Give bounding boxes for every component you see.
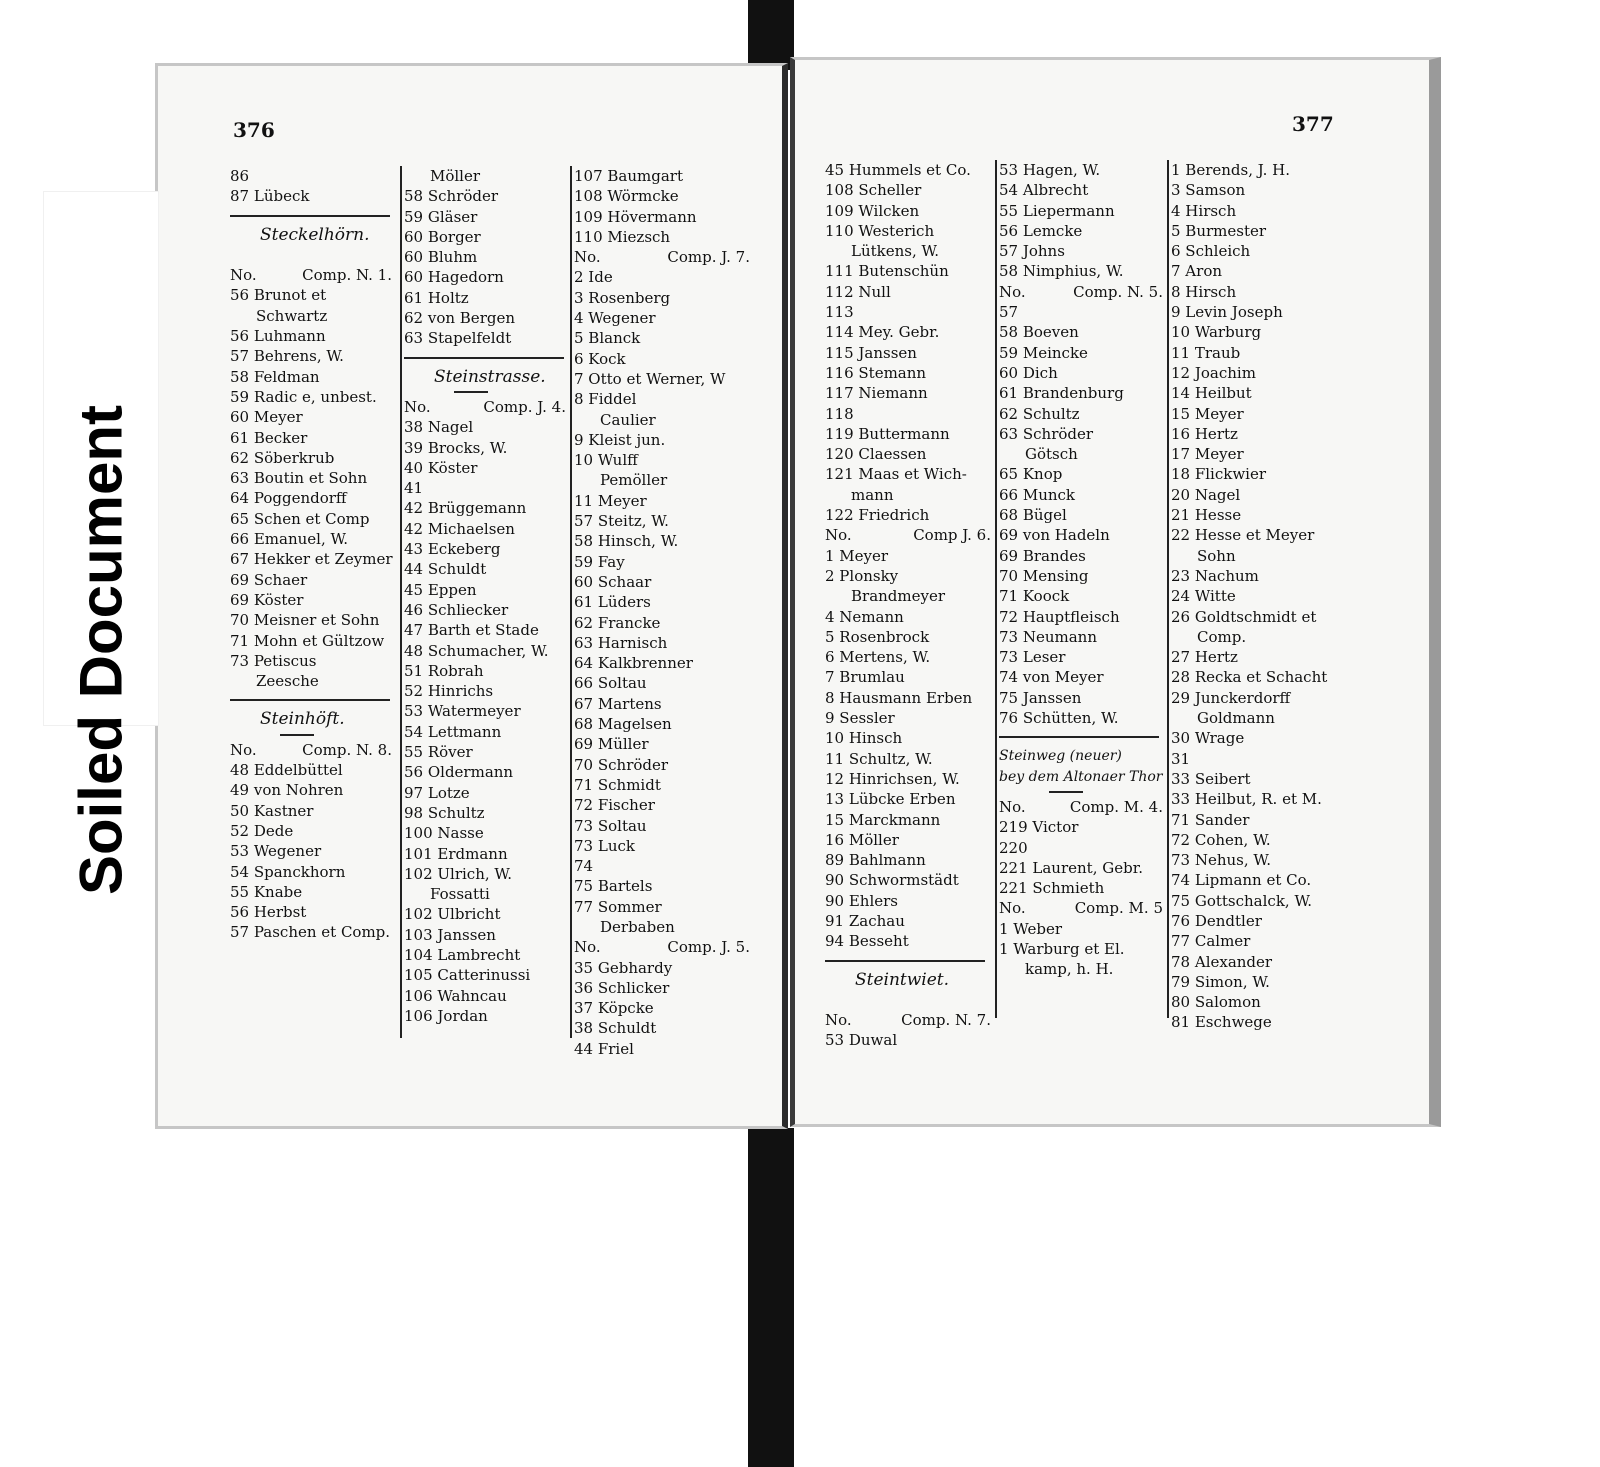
- directory-entry: 111 Butenschün: [825, 262, 949, 281]
- directory-entry: 1 Warburg et El.: [999, 939, 1125, 958]
- directory-entry: 10 Hinsch: [825, 729, 903, 748]
- directory-entry: 56 Oldermann: [404, 763, 514, 782]
- directory-entry: 54 Lettmann: [404, 722, 502, 741]
- directory-entry: 28 Recka et Schacht: [1171, 668, 1328, 687]
- directory-entry: 8 Hausmann Erben: [825, 688, 973, 707]
- directory-entry: 26 Goldtschmidt et: [1171, 607, 1317, 626]
- directory-entry: 71 Mohn et Gültzow: [230, 631, 385, 650]
- directory-entry: 69 von Hadeln: [999, 526, 1110, 545]
- left-column-1: [230, 166, 396, 943]
- directory-entry: 81 Eschwege: [1171, 1013, 1272, 1032]
- directory-entry: 97 Lotze: [404, 783, 470, 802]
- directory-entry: 45 Hummels et Co.: [825, 161, 971, 179]
- directory-entry: 1 Berends, J. H.: [1171, 161, 1290, 179]
- street-heading: bey dem Altonaer Thor: [999, 768, 1163, 785]
- directory-entry: 57 Johns: [999, 242, 1065, 261]
- section-rule: [230, 699, 390, 701]
- directory-entry: 86: [230, 167, 250, 185]
- directory-entry: 62 Schultz: [999, 404, 1080, 423]
- directory-entry: 101 Erdmann: [404, 844, 508, 863]
- directory-entry: 55 Liepermann: [999, 201, 1115, 220]
- left-column-2: [404, 166, 570, 1026]
- directory-entry: 59 Meincke: [999, 343, 1088, 362]
- directory-entry: 90 Schwormstädt: [825, 871, 959, 890]
- directory-entry: 60 Schaar: [574, 572, 652, 591]
- directory-entry: 117 Niemann: [825, 384, 928, 403]
- directory-entry: 76 Schütten, W.: [999, 709, 1119, 728]
- directory-entry: 115 Janssen: [825, 343, 917, 362]
- directory-entry: 94 Besseht: [825, 932, 909, 951]
- section-rule: [230, 215, 390, 217]
- directory-entry: 112 Null: [825, 282, 891, 301]
- directory-entry: 11 Meyer: [574, 491, 647, 510]
- company-heading: Comp. M. 5: [1074, 899, 1163, 918]
- company-line: [230, 265, 396, 285]
- directory-entry: Götsch: [1025, 445, 1078, 464]
- directory-entry: 63 Harnisch: [574, 633, 668, 652]
- directory-entry: 4 Nemann: [825, 607, 904, 626]
- company-line: [404, 397, 570, 417]
- directory-entry: Fossatti: [430, 885, 490, 904]
- directory-entry: 22 Hesse et Meyer: [1171, 526, 1315, 545]
- directory-entry: 17 Meyer: [1171, 445, 1244, 464]
- section-dash: [999, 787, 1167, 797]
- directory-entry: 63 Schröder: [999, 424, 1094, 443]
- directory-entry: 67 Hekker et Zeymer: [230, 550, 393, 569]
- directory-entry: 38 Nagel: [404, 418, 474, 437]
- directory-entry: 64 Kalkbrenner: [574, 654, 693, 673]
- directory-entry: 98 Schultz: [404, 803, 485, 822]
- directory-entry: 69 Müller: [574, 735, 649, 754]
- directory-entry: 106 Wahncau: [404, 986, 507, 1005]
- directory-entry: 9 Levin Joseph: [1171, 303, 1283, 322]
- directory-entry: 102 Ulrich, W.: [404, 864, 512, 883]
- directory-entry: 75 Bartels: [574, 877, 653, 896]
- directory-entry: 21 Hesse: [1171, 506, 1242, 525]
- directory-entry: 67 Martens: [574, 694, 662, 713]
- directory-entry: 70 Mensing: [999, 566, 1089, 585]
- directory-entry: 60 Bluhm: [404, 248, 478, 267]
- directory-entry: 44 Friel: [574, 1039, 634, 1058]
- directory-entry: 77 Calmer: [1171, 932, 1251, 951]
- directory-entry: 62 Francke: [574, 613, 661, 632]
- directory-entry: 57 Steitz, W.: [574, 512, 669, 531]
- directory-entry: 53 Wegener: [230, 842, 322, 861]
- directory-entry: 220: [999, 838, 1028, 857]
- directory-entry: mann: [851, 485, 894, 504]
- directory-entry: 63 Boutin et Sohn: [230, 469, 368, 488]
- directory-entry: 87 Lübeck: [230, 187, 310, 206]
- right-column-2: [999, 160, 1167, 980]
- directory-entry: 33 Heilbut, R. et M.: [1171, 790, 1322, 809]
- left-page: [155, 63, 788, 1129]
- section-rule: [404, 357, 564, 359]
- directory-entry: 120 Claessen: [825, 445, 927, 464]
- ribbon-bottom: [748, 1128, 794, 1467]
- directory-entry: 74 von Meyer: [999, 668, 1104, 687]
- directory-entry: 55 Röver: [404, 743, 473, 762]
- blank-line: [230, 245, 396, 265]
- company-line: [825, 1010, 995, 1030]
- directory-entry: Derbaben: [600, 917, 675, 936]
- directory-entry: 12 Hinrichsen, W.: [825, 769, 960, 788]
- directory-entry: 44 Schuldt: [404, 560, 487, 579]
- directory-entry: 79 Simon, W.: [1171, 972, 1270, 991]
- directory-entry: 64 Poggendorff: [230, 489, 347, 508]
- directory-entry: kamp, h. H.: [1025, 960, 1114, 979]
- directory-entry: 51 Robrah: [404, 661, 484, 680]
- directory-entry: 55 Knabe: [230, 882, 303, 901]
- directory-entry: Möller: [430, 167, 481, 185]
- directory-entry: 56 Lemcke: [999, 221, 1083, 240]
- directory-entry: 73 Soltau: [574, 816, 647, 835]
- directory-entry: 14 Heilbut: [1171, 384, 1252, 403]
- directory-entry: 39 Brocks, W.: [404, 438, 508, 457]
- directory-entry: 114 Mey. Gebr.: [825, 323, 940, 342]
- directory-entry: 91 Zachau: [825, 911, 905, 930]
- directory-entry: 56 Herbst: [230, 903, 307, 922]
- directory-entry: 66 Munck: [999, 485, 1076, 504]
- directory-entry: 121 Maas et Wich-: [825, 465, 967, 484]
- directory-entry: 20 Nagel: [1171, 485, 1241, 504]
- company-line: [230, 740, 396, 760]
- directory-entry: 58 Hinsch, W.: [574, 532, 679, 551]
- directory-entry: 74: [574, 857, 594, 876]
- directory-entry: 37 Köpcke: [574, 999, 654, 1018]
- directory-entry: 62 von Bergen: [404, 309, 515, 328]
- directory-entry: 42 Michaelsen: [404, 519, 515, 538]
- directory-entry: 13 Lübcke Erben: [825, 790, 956, 809]
- directory-entry: 10 Warburg: [1171, 323, 1262, 342]
- directory-entry: 56 Brunot et: [230, 286, 327, 305]
- column-divider: [995, 160, 997, 1018]
- directory-entry: 71 Sander: [1171, 810, 1250, 829]
- directory-entry: 100 Nasse: [404, 824, 484, 843]
- directory-entry: 75 Janssen: [999, 688, 1082, 707]
- directory-entry: 72 Fischer: [574, 796, 655, 815]
- directory-entry: 76 Dendtler: [1171, 911, 1262, 930]
- directory-entry: 113: [825, 303, 854, 322]
- directory-entry: 30 Wrage: [1171, 729, 1245, 748]
- directory-entry: Caulier: [600, 410, 656, 429]
- directory-entry: 60 Meyer: [230, 408, 303, 427]
- directory-entry: 40 Köster: [404, 458, 478, 477]
- directory-entry: 60 Hagedorn: [404, 268, 504, 287]
- company-heading: Comp. M. 4.: [1069, 797, 1163, 816]
- company-heading: Comp. N. 1.: [302, 266, 392, 285]
- number-heading: No.: [574, 248, 601, 267]
- directory-entry: 8 Fiddel: [574, 390, 637, 409]
- directory-entry: 12 Joachim: [1171, 363, 1256, 382]
- directory-entry: Goldmann: [1197, 709, 1275, 728]
- directory-entry: 119 Buttermann: [825, 424, 950, 443]
- company-heading: Comp J. 6.: [913, 526, 991, 545]
- company-heading: Comp. J. 7.: [667, 248, 750, 267]
- directory-entry: 116 Stemann: [825, 363, 927, 382]
- directory-entry: 73 Neumann: [999, 627, 1098, 646]
- directory-entry: 58 Nimphius, W.: [999, 262, 1124, 281]
- directory-entry: 42 Brüggemann: [404, 499, 527, 518]
- directory-entry: 65 Schen et Comp: [230, 509, 370, 528]
- directory-entry: 53 Duwal: [825, 1031, 898, 1050]
- directory-entry: 62 Söberkrub: [230, 448, 335, 467]
- directory-entry: 33 Seibert: [1171, 769, 1251, 788]
- directory-entry: 221 Schmieth: [999, 879, 1105, 898]
- directory-entry: 73 Leser: [999, 648, 1066, 667]
- directory-entry: 48 Schumacher, W.: [404, 641, 549, 660]
- directory-entry: 106 Jordan: [404, 1006, 488, 1025]
- directory-entry: 108 Wörmcke: [574, 187, 679, 206]
- directory-entry: 74 Lipmann et Co.: [1171, 871, 1312, 890]
- directory-entry: 50 Kastner: [230, 801, 314, 820]
- directory-entry: 27 Hertz: [1171, 648, 1238, 667]
- section-dash: [230, 730, 396, 740]
- directory-entry: 68 Bügel: [999, 506, 1067, 525]
- street-heading: Steintwiet.: [855, 969, 950, 990]
- directory-entry: 56 Luhmann: [230, 327, 326, 346]
- right-column-3: [1171, 160, 1349, 1033]
- directory-entry: 68 Magelsen: [574, 715, 672, 734]
- company-line: [825, 525, 995, 545]
- directory-entry: 53 Watermeyer: [404, 702, 521, 721]
- directory-entry: 110 Westerich: [825, 221, 935, 240]
- company-line: [999, 797, 1167, 817]
- street-heading: Steinweg (neuer): [999, 748, 1122, 765]
- directory-entry: 6 Schleich: [1171, 242, 1251, 261]
- page-number-left: 376: [233, 118, 275, 142]
- directory-entry: Brandmeyer: [851, 587, 946, 606]
- directory-entry: 29 Junckerdorff: [1171, 688, 1291, 707]
- directory-entry: 90 Ehlers: [825, 891, 899, 910]
- directory-entry: 4 Hirsch: [1171, 201, 1237, 220]
- directory-entry: 73 Petiscus: [230, 651, 317, 670]
- company-heading: Comp. N. 7.: [901, 1011, 991, 1030]
- directory-entry: 75 Gottschalck, W.: [1171, 891, 1313, 910]
- directory-entry: 54 Albrecht: [999, 181, 1089, 200]
- directory-entry: 11 Schultz, W.: [825, 749, 933, 768]
- directory-entry: 109 Hövermann: [574, 207, 697, 226]
- directory-entry: 105 Catterinussi: [404, 966, 531, 985]
- directory-entry: 72 Hauptfleisch: [999, 607, 1120, 626]
- right-column-1: [825, 160, 995, 1051]
- directory-entry: 89 Bahlmann: [825, 851, 926, 870]
- directory-entry: 70 Meisner et Sohn: [230, 611, 380, 630]
- directory-entry: 61 Lüders: [574, 593, 651, 612]
- directory-entry: 122 Friedrich: [825, 506, 930, 525]
- number-heading: No.: [574, 938, 601, 957]
- company-line: [999, 898, 1167, 918]
- directory-entry: 58 Schröder: [404, 187, 499, 206]
- directory-entry: 35 Gebhardy: [574, 958, 673, 977]
- number-heading: No.: [825, 1011, 852, 1030]
- directory-entry: 6 Mertens, W.: [825, 648, 931, 667]
- directory-entry: 103 Janssen: [404, 925, 496, 944]
- right-page: [790, 57, 1441, 1127]
- directory-entry: 45 Eppen: [404, 580, 477, 599]
- directory-entry: 102 Ulbricht: [404, 905, 501, 924]
- number-heading: No.: [230, 266, 257, 285]
- company-heading: Comp. J. 4.: [483, 397, 566, 416]
- company-heading: Comp. J. 5.: [667, 938, 750, 957]
- company-line: [574, 247, 754, 267]
- directory-entry: 58 Boeven: [999, 323, 1079, 342]
- directory-entry: 109 Wilcken: [825, 201, 920, 220]
- directory-entry: 31: [1171, 749, 1191, 768]
- column-divider: [570, 166, 572, 1038]
- directory-entry: 46 Schliecker: [404, 600, 509, 619]
- directory-entry: 41: [404, 479, 424, 498]
- company-heading: Comp. N. 8.: [302, 740, 392, 759]
- directory-entry: 71 Schmidt: [574, 775, 661, 794]
- directory-entry: 16 Hertz: [1171, 424, 1238, 443]
- directory-entry: 36 Schlicker: [574, 978, 670, 997]
- directory-entry: 80 Salomon: [1171, 993, 1261, 1012]
- directory-entry: 61 Brandenburg: [999, 384, 1124, 403]
- company-line: [574, 937, 754, 957]
- left-column-3: [574, 166, 754, 1059]
- directory-entry: 9 Sessler: [825, 709, 895, 728]
- directory-entry: 57: [999, 303, 1019, 322]
- directory-entry: 58 Feldman: [230, 367, 320, 386]
- directory-entry: 69 Köster: [230, 590, 304, 609]
- directory-entry: 69 Schaer: [230, 570, 308, 589]
- directory-entry: 54 Spanckhorn: [230, 862, 346, 881]
- directory-entry: 3 Rosenberg: [574, 288, 671, 307]
- directory-entry: 5 Rosenbrock: [825, 627, 930, 646]
- directory-entry: 61 Becker: [230, 428, 308, 447]
- directory-entry: 2 Ide: [574, 268, 613, 287]
- directory-entry: 221 Laurent, Gebr.: [999, 858, 1143, 877]
- directory-entry: 15 Marckmann: [825, 810, 941, 829]
- number-heading: No.: [825, 526, 852, 545]
- directory-entry: 53 Hagen, W.: [999, 161, 1101, 179]
- directory-entry: 61 Holtz: [404, 288, 469, 307]
- directory-entry: 5 Burmester: [1171, 221, 1267, 240]
- directory-entry: 3 Samson: [1171, 181, 1246, 200]
- directory-entry: 72 Cohen, W.: [1171, 830, 1271, 849]
- directory-entry: 60 Dich: [999, 363, 1058, 382]
- street-heading: Steinstrasse.: [434, 366, 546, 387]
- directory-entry: 219 Victor: [999, 818, 1079, 837]
- directory-entry: 108 Scheller: [825, 181, 922, 200]
- directory-entry: 69 Brandes: [999, 546, 1086, 565]
- directory-entry: 4 Wegener: [574, 309, 656, 328]
- directory-entry: 7 Aron: [1171, 262, 1223, 281]
- company-heading: Comp. N. 5.: [1073, 282, 1163, 301]
- directory-entry: 7 Brumlau: [825, 668, 905, 687]
- directory-entry: 48 Eddelbüttel: [230, 761, 343, 780]
- directory-entry: 59 Radic e, unbest.: [230, 387, 377, 406]
- street-heading: Steckelhörn.: [260, 224, 370, 245]
- page-number-right: 377: [1292, 112, 1334, 136]
- directory-entry: 9 Kleist jun.: [574, 430, 666, 449]
- directory-entry: 10 Wulff: [574, 451, 638, 470]
- section-rule: [999, 736, 1159, 738]
- directory-entry: 65 Knop: [999, 465, 1063, 484]
- directory-entry: 38 Schuldt: [574, 1019, 657, 1038]
- directory-entry: 60 Borger: [404, 227, 481, 246]
- directory-entry: 23 Nachum: [1171, 566, 1259, 585]
- directory-entry: 52 Dede: [230, 821, 294, 840]
- open-book: [150, 57, 1442, 1132]
- directory-entry: 104 Lambrecht: [404, 945, 521, 964]
- column-divider: [1167, 160, 1169, 1018]
- directory-entry: 78 Alexander: [1171, 952, 1273, 971]
- directory-entry: 57 Paschen et Comp.: [230, 923, 391, 942]
- directory-entry: 59 Fay: [574, 552, 625, 571]
- directory-entry: 66 Emanuel, W.: [230, 530, 349, 549]
- directory-entry: Comp.: [1197, 627, 1247, 646]
- number-heading: No.: [404, 397, 431, 416]
- directory-entry: 5 Blanck: [574, 329, 641, 348]
- directory-entry: 70 Schröder: [574, 755, 669, 774]
- directory-entry: 1 Weber: [999, 919, 1063, 938]
- directory-entry: 15 Meyer: [1171, 404, 1244, 423]
- directory-entry: 49 von Nohren: [230, 781, 344, 800]
- street-heading: Steinhöft.: [260, 709, 345, 730]
- directory-entry: 73 Nehus, W.: [1171, 851, 1271, 870]
- directory-entry: 71 Koock: [999, 587, 1070, 606]
- directory-entry: 7 Otto et Werner, W: [574, 369, 726, 388]
- directory-entry: 107 Baumgart: [574, 167, 683, 185]
- number-heading: No.: [999, 282, 1026, 301]
- number-heading: No.: [999, 899, 1026, 918]
- directory-entry: Sohn: [1197, 546, 1236, 565]
- number-heading: No.: [230, 740, 257, 759]
- directory-entry: 43 Eckeberg: [404, 540, 501, 559]
- directory-entry: 24 Witte: [1171, 587, 1236, 606]
- directory-entry: 8 Hirsch: [1171, 282, 1237, 301]
- soiled-document-label: [44, 192, 158, 896]
- directory-entry: 1 Meyer: [825, 546, 889, 565]
- section-dash: [404, 387, 570, 397]
- directory-entry: 52 Hinrichs: [404, 682, 494, 701]
- soiled-document-text: Soiled Document: [67, 404, 135, 896]
- directory-entry: 77 Sommer: [574, 897, 662, 916]
- directory-entry: 110 Miezsch: [574, 227, 671, 246]
- company-line: [999, 282, 1167, 302]
- directory-entry: 59 Gläser: [404, 207, 478, 226]
- section-rule: [825, 960, 985, 962]
- directory-entry: 57 Behrens, W.: [230, 347, 344, 366]
- directory-entry: 118: [825, 404, 854, 423]
- directory-entry: Pemöller: [600, 471, 668, 490]
- blank-line: [825, 990, 995, 1010]
- directory-entry: 47 Barth et Stade: [404, 621, 539, 640]
- directory-entry: 11 Traub: [1171, 343, 1241, 362]
- directory-entry: Lütkens, W.: [851, 242, 940, 261]
- directory-entry: 18 Flickwier: [1171, 465, 1267, 484]
- directory-entry: Schwartz: [256, 306, 328, 325]
- directory-entry: 16 Möller: [825, 830, 899, 849]
- directory-entry: 63 Stapelfeldt: [404, 329, 512, 348]
- directory-entry: 2 Plonsky: [825, 566, 899, 585]
- directory-entry: Zeesche: [256, 672, 319, 691]
- directory-entry: 6 Kock: [574, 349, 626, 368]
- directory-entry: 66 Soltau: [574, 674, 647, 693]
- directory-entry: 73 Luck: [574, 836, 635, 855]
- number-heading: No.: [999, 797, 1026, 816]
- column-divider: [400, 166, 402, 1038]
